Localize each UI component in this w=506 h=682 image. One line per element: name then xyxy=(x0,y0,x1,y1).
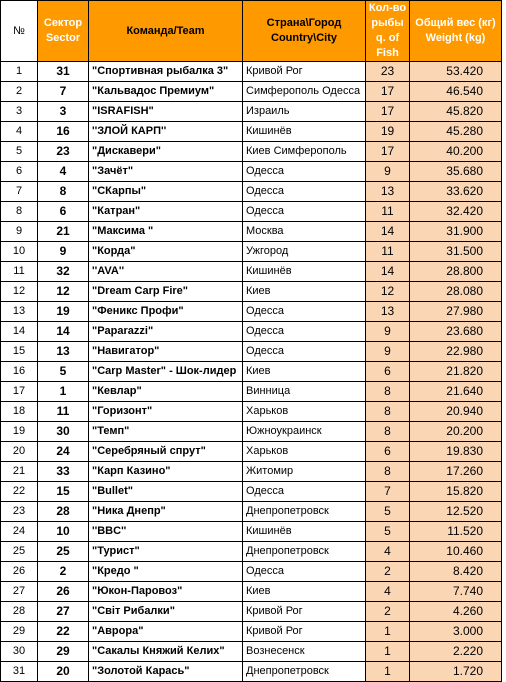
cell-number: 10 xyxy=(1,242,38,262)
cell-number: 27 xyxy=(1,582,38,602)
cell-fish-count: 7 xyxy=(366,482,410,502)
cell-number: 11 xyxy=(1,262,38,282)
cell-city: Днепропетровск xyxy=(243,542,366,562)
table-row xyxy=(1,582,502,602)
cell-number: 17 xyxy=(1,382,38,402)
table-row xyxy=(1,562,502,582)
cell-weight: 45.280 xyxy=(410,122,502,142)
cell-city: Симферополь Одесса xyxy=(243,82,366,102)
table-row xyxy=(1,322,502,342)
cell-weight: 10.460 xyxy=(410,542,502,562)
cell-city: Киев xyxy=(243,362,366,382)
cell-city: Южноукраинск xyxy=(243,422,366,442)
cell-sector: 1 xyxy=(38,382,89,402)
table-row xyxy=(1,342,502,362)
cell-weight: 3.000 xyxy=(410,622,502,642)
cell-fish-count: 1 xyxy=(366,642,410,662)
cell-sector: 9 xyxy=(38,242,89,262)
cell-team: "Зачёт" xyxy=(89,162,243,182)
cell-city: Кривой Рог xyxy=(243,62,366,82)
cell-city: Одесса xyxy=(243,162,366,182)
cell-team: "Темп" xyxy=(89,422,243,442)
cell-weight: 27.980 xyxy=(410,302,502,322)
cell-sector: 3 xyxy=(38,102,89,122)
cell-team: ''ЗЛОЙ КАРП'' xyxy=(89,122,243,142)
cell-team: "Кредо " xyxy=(89,562,243,582)
cell-fish-count: 2 xyxy=(366,562,410,582)
cell-weight: 20.200 xyxy=(410,422,502,442)
cell-team: "Катран" xyxy=(89,202,243,222)
cell-city: Кишинёв xyxy=(243,122,366,142)
cell-weight: 20.940 xyxy=(410,402,502,422)
table-row xyxy=(1,542,502,562)
cell-city: Житомир xyxy=(243,462,366,482)
cell-sector: 22 xyxy=(38,622,89,642)
cell-weight: 28.800 xyxy=(410,262,502,282)
cell-sector: 31 xyxy=(38,62,89,82)
cell-weight: 2.220 xyxy=(410,642,502,662)
cell-fish-count: 14 xyxy=(366,262,410,282)
cell-sector: 7 xyxy=(38,82,89,102)
cell-weight: 23.680 xyxy=(410,322,502,342)
table-row xyxy=(1,282,502,302)
cell-fish-count: 8 xyxy=(366,402,410,422)
cell-city: Кишинёв xyxy=(243,522,366,542)
table-row xyxy=(1,182,502,202)
cell-fish-count: 14 xyxy=(366,222,410,242)
cell-sector: 33 xyxy=(38,462,89,482)
cell-fish-count: 4 xyxy=(366,582,410,602)
cell-number: 14 xyxy=(1,322,38,342)
cell-sector: 28 xyxy=(38,502,89,522)
cell-city: Израиль xyxy=(243,102,366,122)
table-row xyxy=(1,422,502,442)
cell-number: 3 xyxy=(1,102,38,122)
cell-number: 18 xyxy=(1,402,38,422)
cell-team: "Карп Казино" xyxy=(89,462,243,482)
cell-number: 26 xyxy=(1,562,38,582)
cell-team: "Юкон-Паровоз" xyxy=(89,582,243,602)
cell-sector: 4 xyxy=(38,162,89,182)
cell-number: 4 xyxy=(1,122,38,142)
cell-fish-count: 17 xyxy=(366,142,410,162)
cell-number: 30 xyxy=(1,642,38,662)
cell-weight: 45.820 xyxy=(410,102,502,122)
cell-weight: 8.420 xyxy=(410,562,502,582)
table-row xyxy=(1,62,502,82)
table-row xyxy=(1,482,502,502)
cell-sector: 30 xyxy=(38,422,89,442)
cell-team: "Максима " xyxy=(89,222,243,242)
table-row xyxy=(1,82,502,102)
table-row xyxy=(1,262,502,282)
results-body xyxy=(1,62,502,682)
table-row xyxy=(1,302,502,322)
cell-sector: 19 xyxy=(38,302,89,322)
cell-sector: 15 xyxy=(38,482,89,502)
cell-team: "Аврора" xyxy=(89,622,243,642)
header-city: Страна\Город Country\City xyxy=(243,1,366,62)
cell-team: "Carp Master" - Шок-лидер xyxy=(89,362,243,382)
cell-fish-count: 9 xyxy=(366,342,410,362)
cell-number: 19 xyxy=(1,422,38,442)
cell-number: 23 xyxy=(1,502,38,522)
cell-weight: 21.640 xyxy=(410,382,502,402)
cell-sector: 26 xyxy=(38,582,89,602)
cell-sector: 21 xyxy=(38,222,89,242)
cell-fish-count: 5 xyxy=(366,502,410,522)
cell-sector: 23 xyxy=(38,142,89,162)
table-row xyxy=(1,242,502,262)
cell-weight: 4.260 xyxy=(410,602,502,622)
table-row xyxy=(1,142,502,162)
table-row xyxy=(1,162,502,182)
cell-sector: 5 xyxy=(38,362,89,382)
cell-number: 9 xyxy=(1,222,38,242)
cell-number: 29 xyxy=(1,622,38,642)
cell-number: 20 xyxy=(1,442,38,462)
cell-weight: 17.260 xyxy=(410,462,502,482)
cell-team: ''BBC'' xyxy=(89,522,243,542)
cell-city: Одесса xyxy=(243,322,366,342)
cell-city: Харьков xyxy=(243,442,366,462)
cell-sector: 24 xyxy=(38,442,89,462)
cell-sector: 12 xyxy=(38,282,89,302)
cell-weight: 7.740 xyxy=(410,582,502,602)
cell-team: "Навигатор" xyxy=(89,342,243,362)
cell-sector: 29 xyxy=(38,642,89,662)
cell-weight: 19.830 xyxy=(410,442,502,462)
cell-number: 6 xyxy=(1,162,38,182)
cell-number: 15 xyxy=(1,342,38,362)
cell-number: 21 xyxy=(1,462,38,482)
table-row xyxy=(1,462,502,482)
cell-city: Одесса xyxy=(243,562,366,582)
cell-sector: 25 xyxy=(38,542,89,562)
cell-number: 24 xyxy=(1,522,38,542)
cell-fish-count: 2 xyxy=(366,602,410,622)
cell-fish-count: 6 xyxy=(366,442,410,462)
cell-sector: 14 xyxy=(38,322,89,342)
table-row xyxy=(1,102,502,122)
cell-team: "СКарпы" xyxy=(89,182,243,202)
cell-weight: 1.720 xyxy=(410,662,502,682)
cell-city: Днепропетровск xyxy=(243,662,366,682)
cell-fish-count: 6 xyxy=(366,362,410,382)
cell-weight: 32.420 xyxy=(410,202,502,222)
cell-number: 22 xyxy=(1,482,38,502)
cell-sector: 6 xyxy=(38,202,89,222)
cell-city: Кривой Рог xyxy=(243,622,366,642)
cell-team: ''AVA'' xyxy=(89,262,243,282)
cell-city: Москва xyxy=(243,222,366,242)
cell-city: Одесса xyxy=(243,202,366,222)
header-fish-count: Кол-во рыбы q. of Fish xyxy=(366,1,410,62)
cell-weight: 40.200 xyxy=(410,142,502,162)
cell-team: "Спортивная рыбалка 3" xyxy=(89,62,243,82)
cell-city: Одесса xyxy=(243,482,366,502)
cell-city: Кишинёв xyxy=(243,262,366,282)
cell-fish-count: 23 xyxy=(366,62,410,82)
table-row xyxy=(1,222,502,242)
cell-fish-count: 8 xyxy=(366,382,410,402)
cell-team: "Ника Днепр" xyxy=(89,502,243,522)
table-row xyxy=(1,382,502,402)
cell-team: "Bullet" xyxy=(89,482,243,502)
cell-sector: 13 xyxy=(38,342,89,362)
cell-team: "Серебряный спрут" xyxy=(89,442,243,462)
cell-weight: 12.520 xyxy=(410,502,502,522)
cell-city: Одесса xyxy=(243,302,366,322)
cell-weight: 35.680 xyxy=(410,162,502,182)
cell-number: 16 xyxy=(1,362,38,382)
table-row xyxy=(1,202,502,222)
cell-weight: 33.620 xyxy=(410,182,502,202)
table-row xyxy=(1,662,502,682)
cell-fish-count: 8 xyxy=(366,462,410,482)
cell-weight: 15.820 xyxy=(410,482,502,502)
cell-city: Одесса xyxy=(243,182,366,202)
table-row xyxy=(1,502,502,522)
cell-team: "Турист" xyxy=(89,542,243,562)
cell-city: Винница xyxy=(243,382,366,402)
cell-number: 13 xyxy=(1,302,38,322)
cell-team: "Дискавери" xyxy=(89,142,243,162)
cell-fish-count: 8 xyxy=(366,422,410,442)
cell-sector: 8 xyxy=(38,182,89,202)
cell-weight: 22.980 xyxy=(410,342,502,362)
cell-weight: 21.820 xyxy=(410,362,502,382)
cell-fish-count: 5 xyxy=(366,522,410,542)
cell-team: "Корда" xyxy=(89,242,243,262)
cell-fish-count: 11 xyxy=(366,202,410,222)
cell-number: 8 xyxy=(1,202,38,222)
cell-team: "Феникс Профи" xyxy=(89,302,243,322)
cell-team: "Світ Рибалки" xyxy=(89,602,243,622)
table-row xyxy=(1,402,502,422)
cell-sector: 32 xyxy=(38,262,89,282)
table-row xyxy=(1,622,502,642)
header-sector: Сектор Sector xyxy=(38,1,89,62)
cell-city: Киев xyxy=(243,282,366,302)
cell-fish-count: 1 xyxy=(366,662,410,682)
cell-fish-count: 1 xyxy=(366,622,410,642)
cell-weight: 53.420 xyxy=(410,62,502,82)
cell-sector: 11 xyxy=(38,402,89,422)
cell-city: Кривой Рог xyxy=(243,602,366,622)
cell-weight: 31.900 xyxy=(410,222,502,242)
cell-fish-count: 12 xyxy=(366,282,410,302)
cell-number: 7 xyxy=(1,182,38,202)
cell-weight: 28.080 xyxy=(410,282,502,302)
cell-fish-count: 11 xyxy=(366,242,410,262)
cell-fish-count: 9 xyxy=(366,322,410,342)
cell-city: Киев Симферополь xyxy=(243,142,366,162)
table-row xyxy=(1,522,502,542)
cell-city: Одесса xyxy=(243,342,366,362)
cell-city: Вознесенск xyxy=(243,642,366,662)
cell-fish-count: 17 xyxy=(366,102,410,122)
cell-fish-count: 17 xyxy=(366,82,410,102)
cell-weight: 11.520 xyxy=(410,522,502,542)
cell-number: 28 xyxy=(1,602,38,622)
cell-team: "Paparazzi" xyxy=(89,322,243,342)
cell-fish-count: 9 xyxy=(366,162,410,182)
table-row xyxy=(1,642,502,662)
cell-number: 5 xyxy=(1,142,38,162)
header-number: № xyxy=(1,1,38,62)
table-row xyxy=(1,122,502,142)
cell-team: "Dream Carp Fire" xyxy=(89,282,243,302)
cell-sector: 2 xyxy=(38,562,89,582)
cell-number: 2 xyxy=(1,82,38,102)
cell-team: "Горизонт" xyxy=(89,402,243,422)
cell-number: 25 xyxy=(1,542,38,562)
cell-team: "Сакалы Княжий Келих" xyxy=(89,642,243,662)
header-team: Команда/Team xyxy=(89,1,243,62)
table-row xyxy=(1,362,502,382)
cell-fish-count: 19 xyxy=(366,122,410,142)
cell-team: "ISRAFISH" xyxy=(89,102,243,122)
cell-number: 12 xyxy=(1,282,38,302)
cell-sector: 27 xyxy=(38,602,89,622)
cell-sector: 16 xyxy=(38,122,89,142)
cell-team: "Золотой Карась" xyxy=(89,662,243,682)
table-row xyxy=(1,602,502,622)
table-row xyxy=(1,442,502,462)
cell-city: Харьков xyxy=(243,402,366,422)
header-row xyxy=(1,1,502,62)
cell-number: 31 xyxy=(1,662,38,682)
cell-team: "Кевлар" xyxy=(89,382,243,402)
cell-number: 1 xyxy=(1,62,38,82)
cell-city: Киев xyxy=(243,582,366,602)
cell-team: "Кальвадос Премиум" xyxy=(89,82,243,102)
cell-fish-count: 13 xyxy=(366,302,410,322)
cell-city: Ужгород xyxy=(243,242,366,262)
cell-fish-count: 4 xyxy=(366,542,410,562)
cell-fish-count: 13 xyxy=(366,182,410,202)
cell-sector: 20 xyxy=(38,662,89,682)
cell-sector: 10 xyxy=(38,522,89,542)
cell-city: Днепропетровск xyxy=(243,502,366,522)
cell-weight: 46.540 xyxy=(410,82,502,102)
cell-weight: 31.500 xyxy=(410,242,502,262)
header-weight: Общий вес (кг) Weight (kg) xyxy=(410,1,502,62)
